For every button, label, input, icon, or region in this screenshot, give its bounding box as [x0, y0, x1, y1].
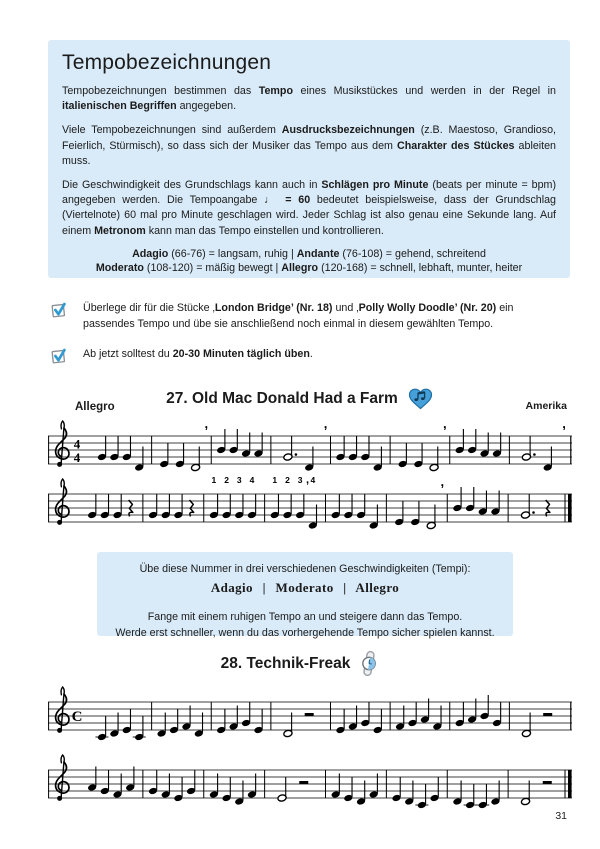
practice-line-3: Fange mit einem ruhigen Tempo an und steigere dann das Tempo. — [147, 610, 463, 623]
svg-text:4: 4 — [73, 436, 81, 452]
checkbox-checked-icon — [50, 347, 68, 365]
svg-text:2: 2 — [224, 475, 229, 485]
page-number: 31 — [555, 810, 567, 822]
svg-text:,: , — [442, 416, 447, 431]
heart-with-notes-icon — [407, 387, 434, 411]
svg-text:C: C — [71, 709, 83, 725]
practice-line-1: Übe diese Nummer in drei verschiedenen Geschwindigkeiten (Tempi): — [139, 563, 471, 575]
song-27-title: 27. Old Mac Donald Had a Farm — [166, 390, 398, 407]
tempo-info-box — [48, 40, 570, 278]
info-paragraph-3: Die Geschwindigkeit des Grundschlags kann auch in Schlägen pro Minute (beats per minute = bpm) angegeben werden. Die Tempoangabe ♩ = 60 bedeutet beispielsweise, dass der Grundschlag (Viertelnote) 60 mal pro Minute geschlagen wird. Jeder Schlag ist also genau eine Sekunde lang. Auf einem Metronom kann man das Tempo einstellen und kontrollieren. — [62, 178, 557, 237]
svg-text:2: 2 — [285, 475, 290, 485]
svg-text:1: 1 — [272, 475, 278, 485]
svg-text:4: 4 — [249, 475, 255, 485]
practice-line-4: Werde erst schneller, wenn du das vorhergehende Tempo sicher spielen kannst. — [115, 626, 495, 639]
svg-text:4: 4 — [73, 450, 81, 465]
info-paragraph-2: Viele Tempobezeichnungen sind außerdem Ausdrucksbezeichnungen (z.B. Maestoso, Grandioso, Feierlich, Stürmisch), so dass sich der Musiker das Tempo aus dem Charakter des Stückes ableiten muss. — [62, 124, 556, 167]
task-item-2 — [50, 347, 558, 365]
svg-text:,: , — [305, 474, 310, 486]
task-text: Ab jetzt solltest du 20-30 Minuten täglich üben. — [83, 348, 313, 360]
svg-text:,: , — [562, 416, 566, 431]
svg-text:4: 4 — [310, 475, 316, 485]
staff-notation-28-line-2 — [48, 750, 572, 814]
song-28-title: 28. Technik-Freak — [220, 654, 351, 672]
song-origin-label: Amerika — [525, 400, 567, 412]
song-28-header — [0, 650, 600, 677]
task-text: Überlege dir für die Stücke ‚London Bridge’ (Nr. 18) und ‚Polly Wolly Doodle’ (Nr. 20) ein passendes Tempo und übe sie anschließend noch einmal in diesem gewählten Tempo. — [83, 302, 514, 330]
practice-tempi-box — [97, 552, 513, 639]
svg-text:3: 3 — [236, 475, 242, 485]
staff-notation-28-line-1 — [48, 682, 572, 746]
staff-notation-27-line-2 — [48, 474, 572, 538]
tempo-definitions-line-2: Moderato (108-120) = mäßig bewegt | Allegro (120-168) = schnell, lebhaft, munter, heiter — [95, 261, 523, 274]
staff-notation-27-line-1 — [48, 416, 572, 480]
svg-text:1: 1 — [211, 475, 217, 485]
svg-text:,: , — [204, 416, 209, 431]
checkbox-checked-icon — [50, 301, 68, 319]
wristwatch-icon — [359, 650, 379, 677]
practice-tempi-sequence: Adagio | Moderato | Allegro — [210, 580, 400, 596]
svg-text:3: 3 — [297, 475, 303, 485]
svg-text:,: , — [323, 416, 328, 431]
info-box-title: Tempobezeichnungen — [62, 51, 272, 74]
task-item-1 — [50, 301, 558, 332]
info-paragraph-1: Tempobezeichnungen bestimmen das Tempo eines Musikstückes und werden in der Regel in italienischen Begriffen angegeben. — [62, 85, 556, 113]
tempo-marking-allegro: Allegro — [75, 401, 115, 413]
tempo-definitions-line-1: Adagio (66-76) = langsam, ruhig | Andante (76-108) = gehend, schreitend — [132, 247, 486, 260]
svg-text:,: , — [440, 474, 445, 489]
